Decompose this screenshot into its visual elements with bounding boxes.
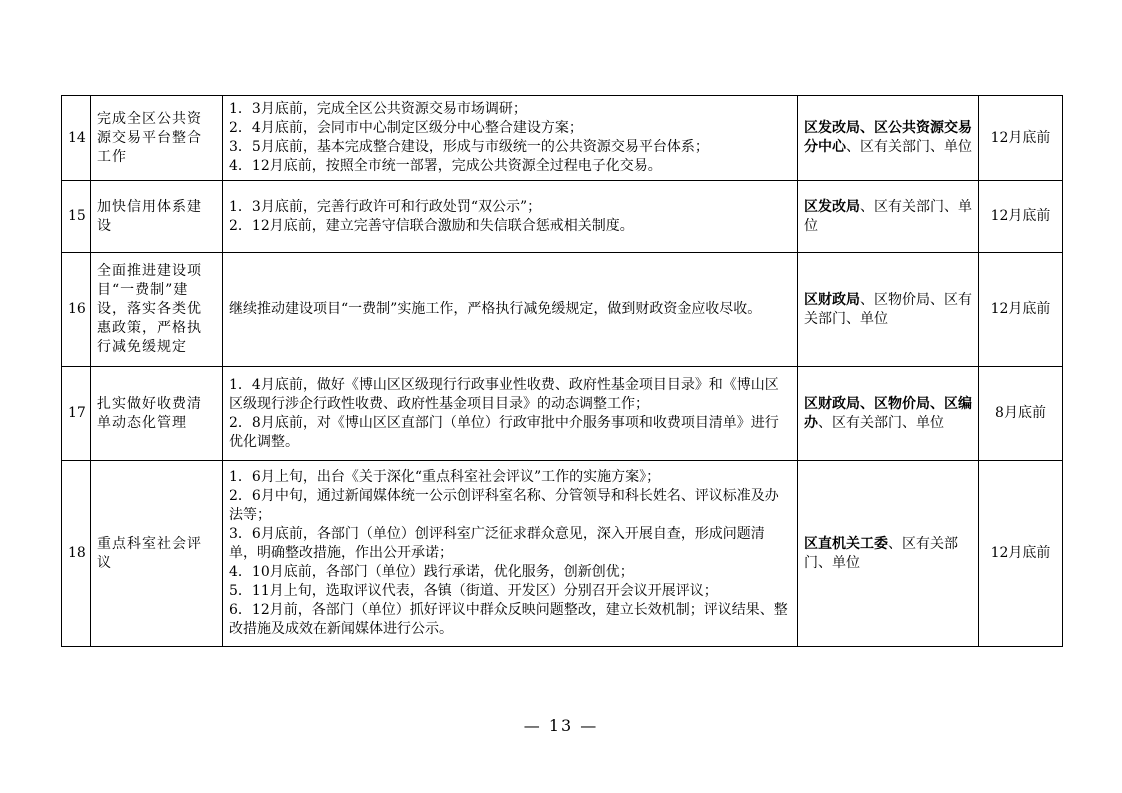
table-row xyxy=(62,253,1063,367)
content-line: 3．6月底前，各部门（单位）创评科室广泛征求群众意见，深入开展自查，形成问题清单，明确整改措施，作出公开承诺； xyxy=(229,526,765,561)
responsible-dept xyxy=(798,253,979,367)
deadline: 12月底前 xyxy=(979,461,1063,647)
table-row xyxy=(62,96,1063,181)
content-line: 2．12月底前，建立完善守信联合激励和失信联合惩戒相关制度。 xyxy=(229,217,634,234)
task-content xyxy=(223,96,798,181)
task-name: 加快信用体系建设 xyxy=(91,181,223,253)
lead-dept: 区财政局 xyxy=(804,291,860,308)
content-line: 4．10月底前，各部门（单位）践行承诺，优化服务，创新创优； xyxy=(229,564,634,580)
content-line: 1．4月底前，做好《博山区区级现行行政事业性收费、政府性基金项目目录》和《博山区区级现行涉企行政性收费、政府性基金项目目录》的动态调整工作； xyxy=(229,376,779,412)
task-content xyxy=(223,461,798,647)
task-content xyxy=(223,367,798,461)
assist-dept: 、区有关部门、单位 xyxy=(846,139,972,155)
assist-dept: 、区有关部门、单位 xyxy=(804,198,972,234)
deadline: 12月底前 xyxy=(979,181,1063,253)
task-name: 重点科室社会评议 xyxy=(91,461,223,647)
task-name: 全面推进建设项目“一费制”建设，落实各类优惠政策，严格执行减免缓规定 xyxy=(91,253,223,367)
row-number: 18 xyxy=(62,461,91,647)
row-number: 17 xyxy=(62,367,91,461)
lead-dept: 区直机关工委 xyxy=(804,535,888,552)
content-line: 1．3月底前，完善行政许可和行政处罚“双公示”； xyxy=(229,198,542,215)
task-name: 扎实做好收费清单动态化管理 xyxy=(91,367,223,461)
responsible-dept xyxy=(798,461,979,647)
content-line: 6．12月前，各部门（单位）抓好评议中群众反映问题整改，建立长效机制；评议结果、整改措施及成效在新闻媒体进行公示。 xyxy=(229,602,788,637)
lead-dept: 区财政局、区物价局、区编办 xyxy=(804,395,972,431)
assist-dept: 、区有关部门、单位 xyxy=(818,414,944,431)
task-name: 完成全区公共资源交易平台整合工作 xyxy=(91,96,223,181)
content-line: 5．11月上旬，选取评议代表，各镇（街道、开发区）分别召开会议开展评议； xyxy=(229,583,718,599)
deadline: 8月底前 xyxy=(979,367,1063,461)
task-content xyxy=(223,181,798,253)
lead-dept: 区发改局、区公共资源交易分中心 xyxy=(804,120,972,155)
content-line: 2．4月底前，会同市中心制定区级分中心整合建设方案； xyxy=(229,120,583,136)
responsible-dept xyxy=(798,367,979,461)
task-content: 继续推动建设项目“一费制”实施工作，严格执行减免缓规定，做到财政资金应收尽收。 xyxy=(223,253,798,367)
page-number: — 13 — xyxy=(523,716,599,735)
deadline: 12月底前 xyxy=(979,96,1063,181)
row-number: 16 xyxy=(62,253,91,367)
content-line: 1．6月上旬，出台《关于深化“重点科室社会评议”工作的实施方案》； xyxy=(229,469,661,485)
assist-dept: 、区有关部门、单位 xyxy=(804,535,958,571)
responsible-dept xyxy=(798,96,979,181)
row-number: 15 xyxy=(62,181,91,253)
assist-dept: 、区物价局、区有关部门、单位 xyxy=(804,291,972,327)
content-line: 4．12月底前，按照全市统一部署，完成公共资源全过程电子化交易。 xyxy=(229,158,662,174)
deadline: 12月底前 xyxy=(979,253,1063,367)
table-row xyxy=(62,367,1063,461)
content-line: 1．3月底前，完成全区公共资源交易市场调研； xyxy=(229,101,527,117)
content-line: 3．5月底前，基本完成整合建设，形成与市级统一的公共资源交易平台体系； xyxy=(229,139,709,155)
content-line: 2．6月中旬，通过新闻媒体统一公示创评科室名称、分管领导和科长姓名、评议标准及办法等； xyxy=(229,488,779,523)
task-table xyxy=(61,95,1063,647)
content-line: 2．8月底前，对《博山区区直部门（单位）行政审批中介服务事项和收费项目清单》进行优化调整。 xyxy=(229,414,779,450)
table-row xyxy=(62,461,1063,647)
row-number: 14 xyxy=(62,96,91,181)
table-row xyxy=(62,181,1063,253)
responsible-dept xyxy=(798,181,979,253)
lead-dept: 区发改局 xyxy=(804,198,860,215)
